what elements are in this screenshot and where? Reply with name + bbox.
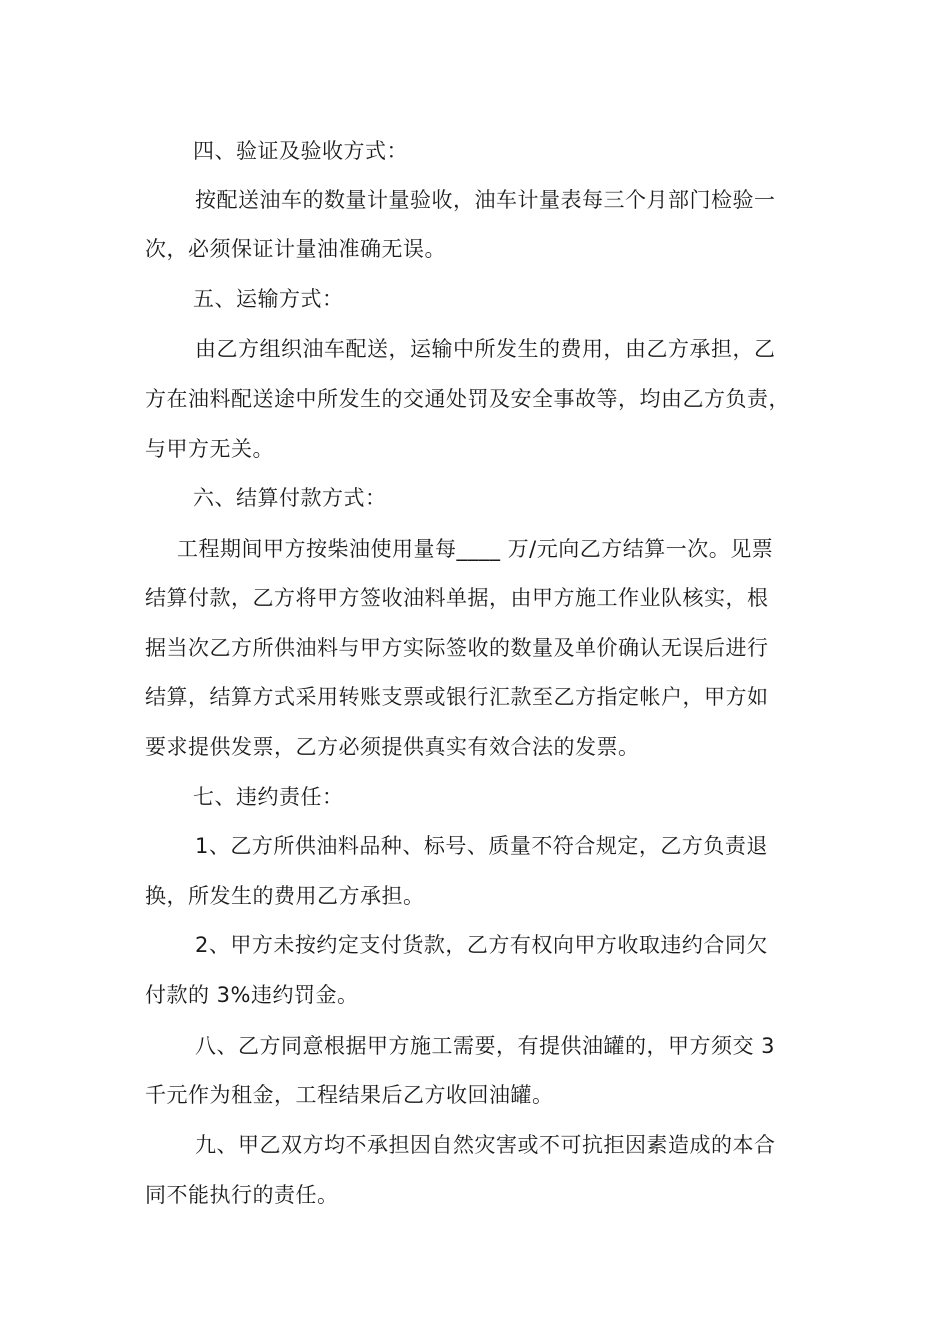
paragraph-line: 结算，结算方式采用转账支票或银行汇款至乙方指定帐户，甲方如: [145, 685, 769, 709]
paragraph-line: 工程期间甲方按柴油使用量每____ 万/元向乙方结算一次。见票: [177, 537, 774, 561]
paragraph-line: 千元作为租金，工程结果后乙方收回油罐。: [145, 1083, 554, 1107]
paragraph-line: 1、乙方所供油料品种、标号、质量不符合规定，乙方负责退: [195, 834, 768, 858]
heading-section-5: 五、运输方式：: [193, 287, 344, 311]
paragraph-line: 要求提供发票，乙方必须提供真实有效合法的发票。: [145, 735, 640, 759]
paragraph-line: 2、甲方未按约定支付货款，乙方有权向甲方收取违约合同欠: [195, 933, 768, 957]
paragraph-line: 按配送油车的数量计量验收，油车计量表每三个月部门检验一: [195, 188, 776, 212]
paragraph-line: 与甲方无关。: [145, 437, 274, 461]
heading-section-7: 七、违约责任：: [193, 785, 344, 809]
paragraph-line: 方在油料配送途中所发生的交通处罚及安全事故等，均由乙方负责，: [145, 387, 790, 411]
paragraph-line: 结算付款，乙方将甲方签收油料单据，由甲方施工作业队核实，根: [145, 586, 769, 610]
paragraph-line: 据当次乙方所供油料与甲方实际签收的数量及单价确认无误后进行: [145, 636, 769, 660]
paragraph-section-8: 八、乙方同意根据甲方施工需要，有提供油罐的，甲方须交 3: [195, 1034, 776, 1058]
paragraph-section-9: 九、甲乙双方均不承担因自然灾害或不可抗拒因素造成的本合: [195, 1133, 776, 1157]
heading-section-6: 六、结算付款方式：: [193, 486, 387, 510]
paragraph-line: 同不能执行的责任。: [145, 1183, 339, 1207]
paragraph-line: 次，必须保证计量油准确无误。: [145, 237, 446, 261]
paragraph-line: 由乙方组织油车配送，运输中所发生的费用，由乙方承担，乙: [195, 337, 776, 361]
paragraph-line: 付款的 3%违约罚金。: [145, 983, 359, 1007]
heading-section-4: 四、验证及验收方式：: [193, 139, 408, 163]
paragraph-line: 换，所发生的费用乙方承担。: [145, 884, 425, 908]
